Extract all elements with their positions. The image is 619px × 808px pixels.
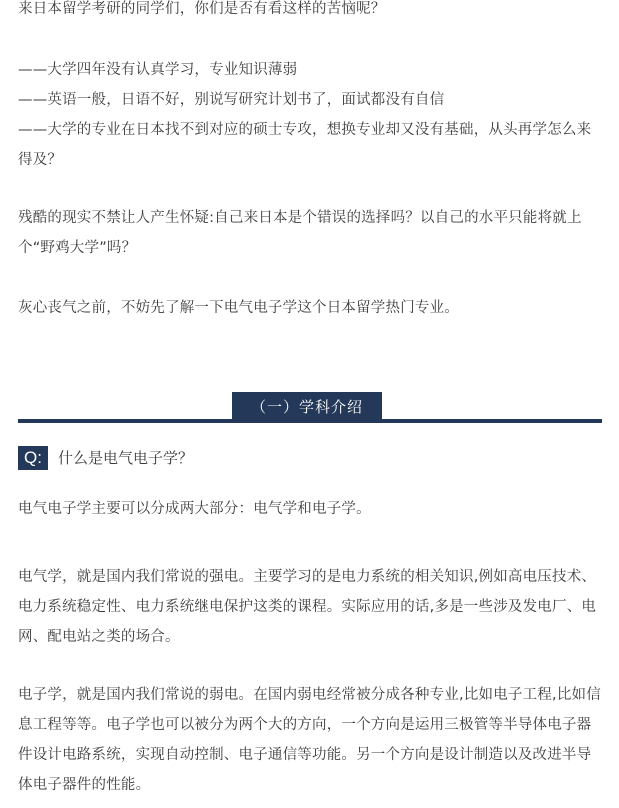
electrical-paragraph: 电气学，就是国内我们常说的强电。主要学习的是电力系统的相关知识,例如高电压技术、电力系统稳定性、电力系统继电保护这类的课程。实际应用的话,多是一些涉及发电厂、电网、配电站之类的场合。 [18, 569, 597, 645]
doubt-paragraph: 残酷的现实不禁让人产生怀疑:自己来日本是个错误的选择吗？以自己的水平只能将就上个“野鸡大学”吗？ [18, 210, 582, 256]
electronics-paragraph: 电子学，就是国内我们常说的弱电。在国内弱电经常被分成各种专业,比如电子工程,比如信息工程等等。电子学也可以被分为两个大的方向，一个方向是运用三极管等半导体电子器件设计电路系统，实现自动控制、电子通信等功能。另一个方向是设计制造以及改进半导体电子器件的性能。 [18, 687, 601, 793]
question-badge: Q: [18, 446, 48, 470]
transition-paragraph: 灰心丧气之前，不妨先了解一下电气电子学这个日本留学热门专业。 [18, 300, 459, 316]
worry-item: ——英语一般，日语不好，别说写研究计划书了，面试都没有自信 [18, 92, 445, 108]
section-title: （一）学科介绍 [232, 392, 382, 423]
worry-item: ——大学四年没有认真学习，专业知识薄弱 [18, 62, 298, 78]
question-heading: 什么是电气电子学？ [58, 449, 194, 467]
overview-paragraph: 电气电子学主要可以分成两大部分：电气学和电子学。 [18, 501, 371, 517]
intro-lead: 来日本留学考研的同学们，你们是否有看这样的苦恼呢？ [18, 1, 386, 17]
worry-item: ——大学的专业在日本找不到对应的硕士专攻，想换专业却又没有基础，从头再学怎么来得及？ [18, 122, 592, 168]
